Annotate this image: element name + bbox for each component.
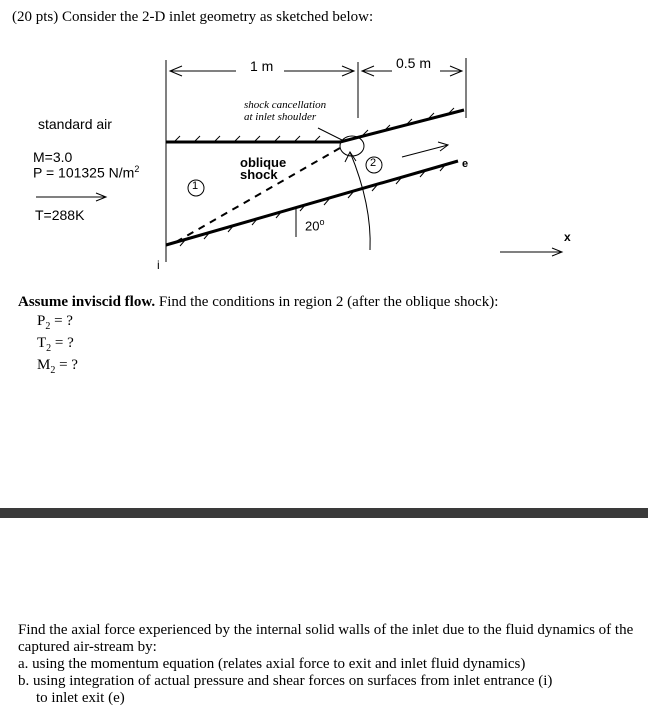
t2-rest: = ? <box>51 335 74 351</box>
question1-intro-rest: Find the conditions in region 2 (after the oblique shock): <box>155 294 499 310</box>
pressure-label <box>33 164 139 181</box>
item-b-text-line1: using integration of actual pressure and shear forces on surfaces from inlet entrance (i) <box>33 673 553 689</box>
question2-intro: Find the axial force experienced by the internal solid walls of the inlet due to the fluid dynamics of the captured air-stream by: <box>18 622 634 655</box>
m2-rest: = ? <box>55 357 78 373</box>
pressure-value: P = 101325 N/m <box>33 164 135 181</box>
angle-label <box>305 217 324 233</box>
exit-label: e <box>462 158 469 170</box>
item-a-marker: a. <box>18 656 29 672</box>
pressure-exponent: 2 <box>134 164 140 174</box>
t2-symbol: T <box>37 335 47 351</box>
t2-subscript: 2 <box>46 343 52 354</box>
inner-flow-arrow <box>402 145 448 157</box>
m2-subscript: 2 <box>50 365 56 376</box>
section-divider <box>0 508 648 518</box>
mach-label: M=3.0 <box>33 149 73 165</box>
dim-1m-label: 1 m <box>250 58 274 74</box>
unknown-t2 <box>37 335 78 357</box>
dim-05m-label: 0.5 m <box>396 55 432 71</box>
unknown-m2 <box>37 357 78 379</box>
region1-label: 1 <box>192 180 199 192</box>
oblique-shock-label <box>240 157 286 181</box>
item-b-marker: b. <box>18 673 30 689</box>
p2-subscript: 2 <box>45 321 51 332</box>
item-a-text: using the momentum equation (relates axial force to exit and inlet fluid dynamics) <box>32 656 526 672</box>
question1-intro-bold: Assume inviscid flow. <box>18 294 156 310</box>
shock-note <box>244 99 326 123</box>
shock-note-line2: at inlet shoulder <box>244 111 317 123</box>
temperature-label: T=288K <box>35 207 85 223</box>
oblique-line1: oblique <box>240 155 287 170</box>
x-axis-label: x <box>564 230 571 244</box>
inlet-geometry-sketch <box>0 0 648 290</box>
oblique-line2: shock <box>240 167 278 182</box>
angle-unit: o <box>319 217 325 227</box>
standard-air-label: standard air <box>38 116 112 132</box>
question2-item-a <box>18 656 643 673</box>
shock-note-leader <box>318 128 342 140</box>
region2-label: 2 <box>370 157 377 169</box>
m2-symbol: M <box>37 357 51 373</box>
question2-item-b <box>18 673 643 690</box>
unknown-p2 <box>37 313 78 335</box>
angle-arc-arrowhead <box>345 152 356 162</box>
question1-unknowns <box>37 313 78 379</box>
shock-note-line1: shock cancellation <box>244 99 327 111</box>
item-b-text-line2: to inlet exit (e) <box>36 690 125 706</box>
angle-value: 20 <box>305 218 320 234</box>
problem-header: (20 pts) Consider the 2-D inlet geometry as sketched below: <box>12 9 374 25</box>
angle-arc <box>350 152 370 250</box>
inlet-label: i <box>157 258 160 272</box>
p2-rest: = ? <box>50 313 73 329</box>
question2 <box>18 622 643 707</box>
question1-intro <box>18 294 498 311</box>
question2-item-b-cont <box>18 690 643 707</box>
p2-symbol: P <box>37 313 46 329</box>
